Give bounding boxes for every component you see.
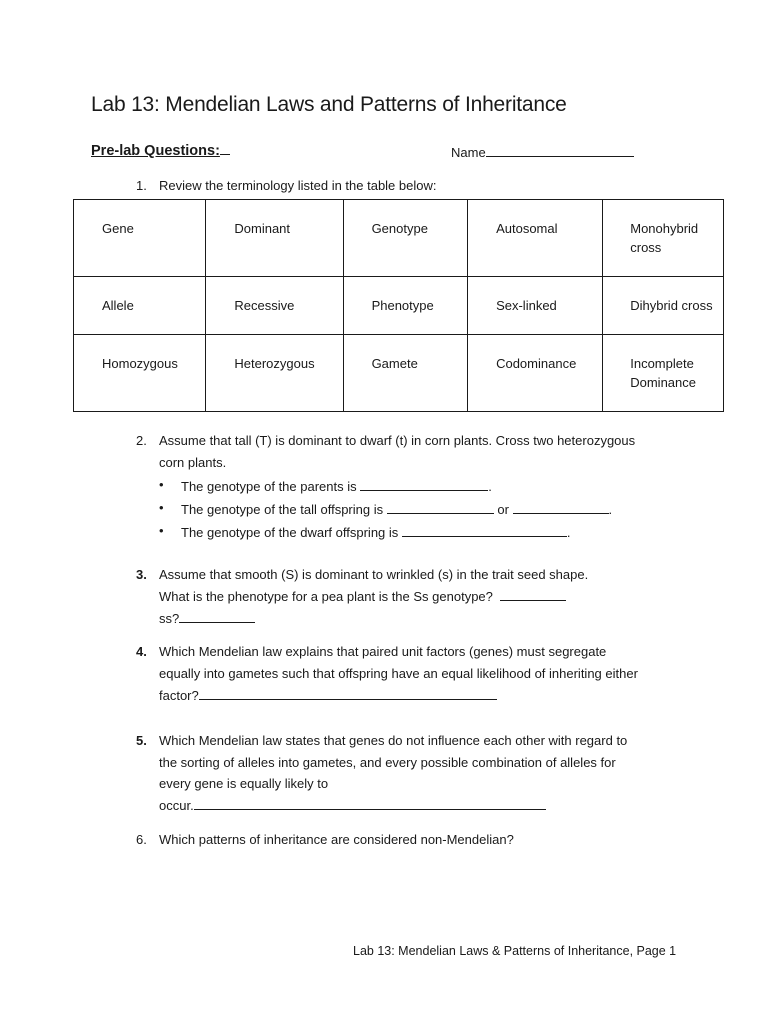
table-cell: Sex-linked [468, 277, 603, 335]
table-row [74, 200, 724, 277]
q5-line4-text: occur. [159, 798, 194, 813]
bullet-icon: • [159, 523, 164, 538]
name-field[interactable] [451, 143, 634, 160]
answer-blank[interactable] [360, 477, 488, 491]
answer-blank[interactable] [387, 500, 494, 514]
table-cell [603, 200, 724, 277]
table-cell: Codominance [468, 335, 603, 412]
table-cell: Dihybrid cross [603, 277, 724, 335]
answer-blank[interactable] [513, 500, 609, 514]
q4-line3-text: factor? [159, 688, 199, 703]
q4-number: 4. [136, 644, 147, 659]
name-label: Name [451, 145, 486, 160]
prelab-heading [91, 140, 230, 159]
answer-blank[interactable] [199, 686, 497, 700]
table-cell [603, 335, 724, 412]
table-cell: Homozygous [74, 335, 206, 412]
table-row [74, 335, 724, 412]
prelab-label: Pre-lab Questions: [91, 143, 220, 159]
table-cell: Allele [74, 277, 206, 335]
table-cell: Recessive [206, 277, 343, 335]
table-cell: Phenotype [343, 277, 468, 335]
q3-line1: Assume that smooth (S) is dominant to wrinkled (s) in the trait seed shape. [159, 567, 589, 582]
cell-line: Monohybrid [630, 221, 699, 236]
page-title: Lab 13: Mendelian Laws and Patterns of Inheritance [91, 93, 567, 116]
q5-line4 [159, 795, 546, 817]
cell-line: Incomplete [630, 356, 694, 371]
q5-line1: Which Mendelian law states that genes do not influence each other with regard to [159, 733, 628, 748]
q1-number: 1. [136, 178, 147, 193]
q2-bullet-3 [181, 523, 571, 540]
q3-line3 [159, 608, 255, 630]
table-cell: Genotype [343, 200, 468, 277]
table-cell: Autosomal [468, 200, 603, 277]
answer-blank[interactable] [402, 523, 567, 537]
q2-number: 2. [136, 433, 147, 448]
table-cell: Gamete [343, 335, 468, 412]
table-cell: Dominant [206, 200, 343, 277]
cell-line: Dominance [630, 375, 696, 390]
answer-blank[interactable] [194, 796, 546, 810]
q1-text: Review the terminology listed in the table below: [159, 178, 437, 193]
bullet-icon: • [159, 500, 164, 515]
cell-line: cross [630, 240, 662, 255]
q5-line2: the sorting of alleles into gametes, and every possible combination of alleles for [159, 755, 616, 770]
bullet-text: The genotype of the parents is [181, 479, 361, 494]
q3-number: 3. [136, 567, 147, 582]
page-footer: Lab 13: Mendelian Laws & Patterns of Inheritance, Page 1 [353, 944, 677, 958]
q2-bullet-2 [181, 500, 612, 517]
period: . [488, 479, 492, 494]
q2-line2: corn plants. [159, 455, 227, 470]
q5-line3: every gene is equally likely to [159, 776, 329, 791]
prelab-underline-tail [220, 140, 230, 155]
q6-text: Which patterns of inheritance are considered non-Mendelian? [159, 832, 514, 847]
answer-blank[interactable] [500, 587, 566, 601]
table-row [74, 277, 724, 335]
q4-line1: Which Mendelian law explains that paired unit factors (genes) must segregate [159, 644, 607, 659]
q3-line2-text: What is the phenotype for a pea plant is the Ss genotype? [159, 589, 501, 604]
q2-bullet-1 [181, 477, 492, 494]
q4-line2: equally into gametes such that offspring have an equal likelihood of inheriting either [159, 666, 638, 681]
period: . [566, 525, 571, 540]
q4-line3 [159, 685, 497, 707]
bullet-text: The genotype of the dwarf offspring is [181, 525, 402, 540]
q3-line3-text: ss? [159, 611, 180, 626]
name-blank[interactable] [486, 143, 634, 157]
q2-line1: Assume that tall (T) is dominant to dwarf (t) in corn plants. Cross two heterozygous [159, 433, 636, 448]
q6-number: 6. [136, 832, 147, 847]
q5-number: 5. [136, 733, 147, 748]
q3-line2 [159, 586, 566, 608]
table-cell: Gene [74, 200, 206, 277]
or-text: or [493, 502, 513, 517]
terminology-table [73, 199, 724, 412]
table-cell: Heterozygous [206, 335, 343, 412]
bullet-text: The genotype of the tall offspring is [181, 502, 387, 517]
bullet-icon: • [159, 477, 164, 492]
answer-blank[interactable] [179, 609, 255, 623]
period: . [608, 502, 613, 517]
